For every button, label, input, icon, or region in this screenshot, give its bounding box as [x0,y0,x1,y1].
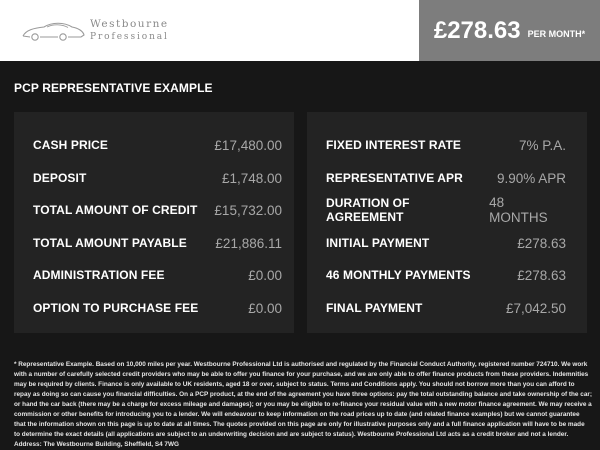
logo-text [90,18,169,44]
row-monthly-payments [307,265,587,285]
row-admin-fee [14,265,294,285]
row-label: FINAL PAYMENT [326,301,423,315]
row-interest-rate [307,135,587,155]
row-value: 7% P.A. [518,137,566,153]
row-value: £7,042.50 [505,300,566,316]
row-label: FIXED INTEREST RATE [326,138,462,152]
row-label: TOTAL AMOUNT PAYABLE [33,236,187,250]
row-value: £278.63 [517,235,566,251]
monthly-price-box [419,0,600,61]
row-value: £0.00 [248,267,282,283]
row-duration [307,195,587,225]
row-apr [307,168,587,188]
row-label: OPTION TO PURCHASE FEE [33,301,199,315]
row-value: £278.63 [517,267,566,283]
row-final-payment [307,298,587,318]
row-value: £15,732.00 [214,202,282,218]
site-header [0,0,600,61]
row-label: DEPOSIT [33,171,87,185]
monthly-price: £278.63 [433,16,521,44]
logo[interactable] [20,16,169,46]
per-month-label: PER MONTH* [527,28,586,39]
finance-disclaimer: * Representative Example. Based on 10,000 miles per year. Westbourne Professional Ltd is authorised and regulated by the Financial Conduct Authority, registered number 724710. We work with a number of carefully selected credit providers who may be able to offer you finance for your purchase, and we are only able to offer finance products from these providers. Indemnities may be required by clients. Finance is only available to UK residents, aged 18 or over, subject to status. Terms and Conditions apply. You should not borrow more than you can afford to repay as doing so can cause you financial difficulties. On a PCP product, at the end of the agreement you have three options: pay the total outstanding balance and take ownership of the car; or hand the car back (there may be a charge for excess mileage and damages); or you may be eligible to re-finance your residual value with a new motor finance agreement. We may receive a commission or other benefits for introducing you to a lender. We will endeavour to keep information on the road prices up to date (and related finance examples) but we cannot guarantee that the information shown on this page is up to date at all times. The quotes provided on this page are only for illustrative purposes only and a full finance application will have to be made to determine the exact details (all applications are subject to an underwriting decision and are subject to status). Westbourne Professional Ltd acts as a credit broker and not a lender. Address: The Westbourne Building, Sheffield, S4 7WG [14,361,592,448]
row-initial-payment [307,233,587,253]
row-value: £17,480.00 [214,137,282,153]
row-label: CASH PRICE [33,138,109,152]
pcp-example-section [0,61,600,450]
row-option-fee [14,298,294,318]
row-value: £0.00 [248,300,282,316]
row-cash-price [14,135,294,155]
row-label: REPRESENTATIVE APR [326,171,463,185]
row-label: 46 MONTHLY PAYMENTS [326,268,471,282]
car-logo-icon [20,19,86,43]
row-value: £1,748.00 [221,170,282,186]
row-label: ADMINISTRATION FEE [33,268,165,282]
row-label: INITIAL PAYMENT [326,236,430,250]
row-label: DURATION OF AGREEMENT [326,196,410,224]
logo-line1: Westbourne [90,18,169,30]
row-deposit [14,168,294,188]
row-total-credit [14,200,294,220]
row-value: £21,886.11 [215,235,282,251]
row-label: TOTAL AMOUNT OF CREDIT [33,203,198,217]
row-total-payable [14,233,294,253]
row-value: 48 MONTHS [489,195,548,225]
logo-line2: Professional [90,32,169,42]
section-title: PCP REPRESENTATIVE EXAMPLE [14,81,213,95]
finance-panel-left [14,112,294,333]
finance-panel-right [307,112,587,333]
row-value: 9.90% APR [496,170,566,186]
